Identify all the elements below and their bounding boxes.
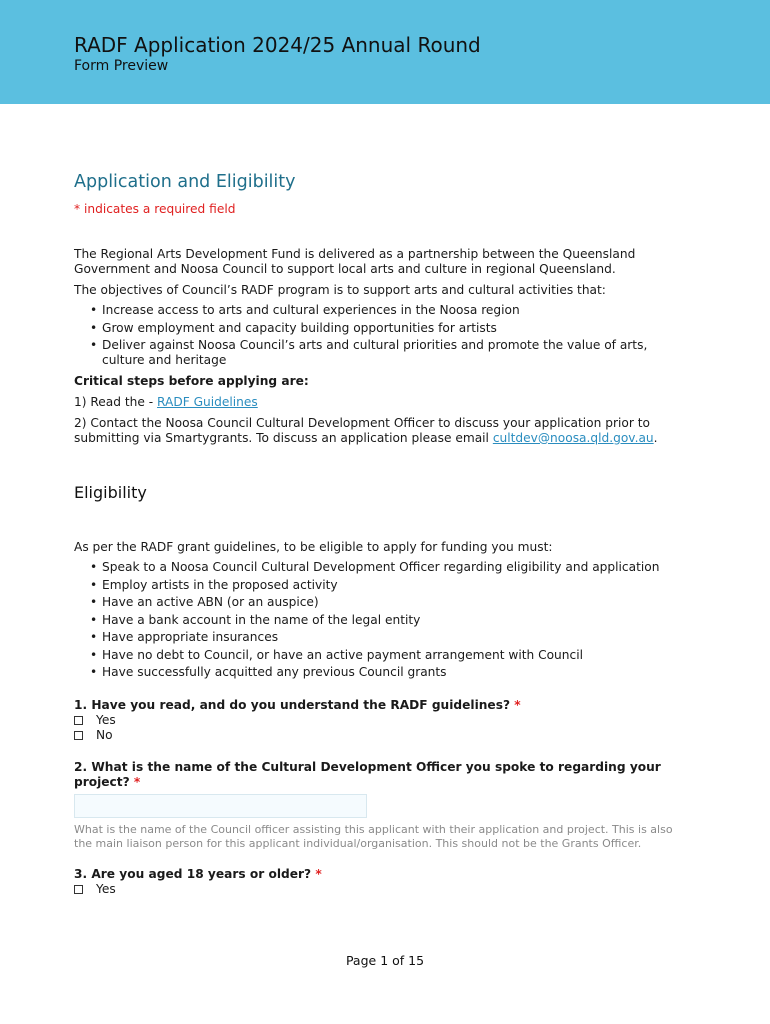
step-1-text: 1) Read the -	[74, 395, 158, 409]
email-link[interactable]: cultdev@noosa.qld.gov.au	[492, 431, 654, 445]
question-2-help: What is the name of the Council officer assisting this applicant with their application and project. This is also the main liaison person for this applicant individual/organisation. This should not be the Grants Officer.	[74, 823, 673, 850]
radf-guidelines-link[interactable]: RADF Guidelines	[157, 395, 258, 409]
step-2-end: .	[653, 431, 658, 445]
checkbox-icon[interactable]	[74, 716, 83, 725]
question-2	[74, 760, 674, 850]
eligibility-list	[74, 560, 674, 680]
section-heading-application: Application and Eligibility	[74, 172, 296, 192]
question-1-label	[74, 698, 674, 713]
q1-option-yes-label: Yes	[96, 713, 116, 727]
list-item: • Increase access to arts and cultural experiences in the Noosa region	[74, 303, 674, 318]
checkbox-icon[interactable]	[74, 731, 83, 740]
step-1	[74, 395, 674, 410]
question-2-text: 2. What is the name of the Cultural Development Officer you spoke to regarding your project?	[74, 760, 661, 789]
form-subtitle: Form Preview	[74, 58, 169, 74]
required-star: *	[514, 698, 521, 712]
critical-steps-heading: Critical steps before applying are:	[74, 374, 309, 388]
objectives-list	[74, 303, 674, 368]
step-2	[74, 416, 674, 446]
list-item: • Have no debt to Council, or have an active payment arrangement with Council	[74, 648, 674, 663]
checkbox-icon[interactable]	[74, 885, 83, 894]
list-item: • Have a bank account in the name of the legal entity	[74, 613, 674, 628]
section-heading-eligibility: Eligibility	[74, 483, 147, 502]
list-item: • Deliver against Noosa Council’s arts and cultural priorities and promote the value of arts, culture and heritage	[74, 338, 674, 368]
required-note: * indicates a required field	[74, 202, 236, 216]
page-number: Page 1 of 15	[345, 953, 425, 968]
form-content	[74, 170, 674, 897]
cdo-name-input[interactable]	[74, 794, 367, 818]
list-item: • Have an active ABN (or an auspice)	[74, 595, 674, 610]
question-3-text: 3. Are you aged 18 years or older?	[74, 867, 312, 881]
list-item: • Grow employment and capacity building opportunities for artists	[74, 321, 674, 336]
step-2-text: 2) Contact the Noosa Council Cultural Development Officer to discuss your application prior to submitting via Smartygrants. To discuss an application please email	[74, 416, 650, 445]
list-item: • Employ artists in the proposed activity	[74, 578, 674, 593]
question-3-label	[74, 867, 674, 882]
required-star: *	[315, 867, 322, 881]
form-header	[0, 0, 770, 104]
question-3	[74, 867, 674, 897]
q1-option-no[interactable]	[74, 728, 674, 743]
question-2-label	[74, 760, 674, 790]
list-item: • Have successfully acquitted any previous Council grants	[74, 665, 674, 680]
q1-option-no-label: No	[96, 728, 113, 742]
eligibility-intro: As per the RADF grant guidelines, to be eligible to apply for funding you must:	[74, 540, 553, 554]
required-star: *	[133, 775, 141, 789]
question-1	[74, 698, 674, 743]
intro-paragraph: The Regional Arts Development Fund is delivered as a partnership between the Queensland Government and Noosa Council to support local arts and culture in regional Queensland.	[74, 247, 636, 276]
q1-option-yes[interactable]	[74, 713, 674, 728]
list-item: • Speak to a Noosa Council Cultural Development Officer regarding eligibility and application	[74, 560, 674, 575]
form-title: RADF Application 2024/25 Annual Round	[74, 33, 481, 57]
q3-option-yes-label: Yes	[96, 882, 116, 896]
list-item: • Have appropriate insurances	[74, 630, 674, 645]
objectives-intro: The objectives of Council’s RADF program is to support arts and cultural activities that:	[74, 283, 606, 297]
question-1-text: 1. Have you read, and do you understand the RADF guidelines?	[74, 698, 511, 712]
q3-option-yes[interactable]	[74, 882, 674, 897]
